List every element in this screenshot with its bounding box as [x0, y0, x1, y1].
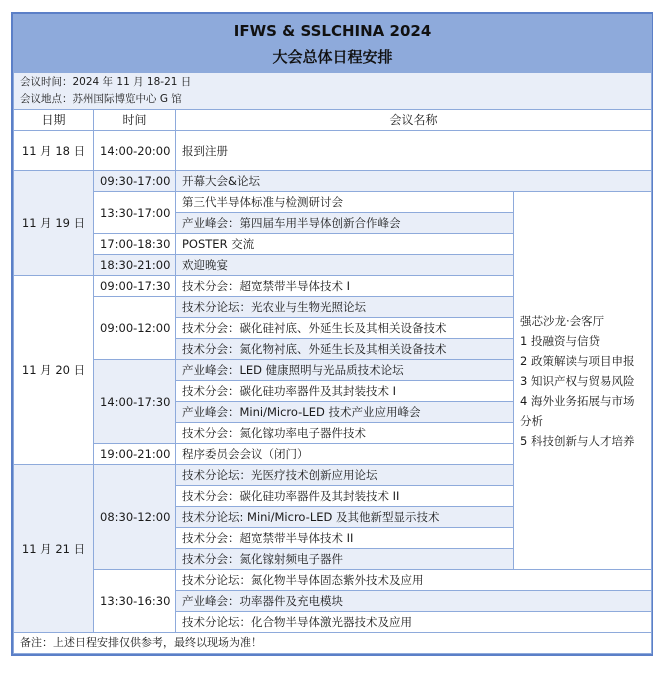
title-english: IFWS & SSLCHINA 2024	[233, 21, 432, 40]
session-cell: 程序委员会会议（闭门）	[176, 444, 514, 465]
session-cell: 技术分会：超宽禁带半导体技术 II	[176, 528, 514, 549]
session-cell: 技术分会：碳化硅功率器件及其封装技术 I	[176, 381, 514, 402]
table-row	[14, 570, 652, 591]
table-row	[14, 192, 652, 213]
column-header-row	[14, 110, 652, 131]
table-row	[14, 131, 652, 171]
salon-cell	[514, 192, 652, 570]
table-row	[14, 171, 652, 192]
session-cell: 欢迎晚宴	[176, 255, 514, 276]
session-cell: 产业峰会：Mini/Micro-LED 技术产业应用峰会	[176, 402, 514, 423]
session-cell: 技术分会：超宽禁带半导体技术 I	[176, 276, 514, 297]
salon-item: 4 海外业务拓展与市场分析	[520, 393, 635, 428]
title-banner	[14, 15, 652, 73]
salon-item: 1 投融资与信贷	[520, 333, 600, 348]
schedule-table	[13, 14, 652, 654]
time-cell: 14:00-17:30	[94, 360, 176, 444]
note-text: 备注：上述日程安排仅供参考，最终以现场为准！	[14, 633, 652, 654]
salon-item: 5 科技创新与人才培养	[520, 433, 635, 448]
session-cell: 产业峰会：第四届车用半导体创新合作峰会	[176, 213, 514, 234]
session-cell: 开幕大会&论坛	[176, 171, 652, 192]
session-cell: 第三代半导体标准与检测研讨会	[176, 192, 514, 213]
session-cell: 技术分论坛：光医疗技术创新应用论坛	[176, 465, 514, 486]
col-time-header: 时间	[94, 110, 176, 131]
session-cell: 技术分论坛：化合物半导体激光器技术及应用	[176, 612, 652, 633]
time-cell: 18:30-21:00	[94, 255, 176, 276]
time-cell: 09:00-12:00	[94, 297, 176, 360]
time-cell: 14:00-20:00	[94, 131, 176, 171]
schedule-sheet	[11, 12, 653, 656]
time-cell: 13:30-17:00	[94, 192, 176, 234]
time-cell: 13:30-16:30	[94, 570, 176, 633]
session-cell: 技术分会：氮化镓功率电子器件技术	[176, 423, 514, 444]
meeting-info	[14, 73, 652, 110]
date-cell: 11 月 18 日	[14, 131, 94, 171]
date-cell: 11 月 19 日	[14, 171, 94, 276]
meeting-venue: 会议地点：苏州国际博览中心 G 馆	[20, 93, 182, 105]
session-cell: 技术分会：氮化镓射频电子器件	[176, 549, 514, 570]
session-cell: 报到注册	[176, 131, 652, 171]
salon-item: 2 政策解读与项目申报	[520, 353, 635, 368]
date-cell: 11 月 21 日	[14, 465, 94, 633]
meeting-time: 会议时间：2024 年 11 月 18-21 日	[20, 76, 192, 88]
time-cell: 09:30-17:00	[94, 171, 176, 192]
session-cell: 产业峰会：LED 健康照明与光品质技术论坛	[176, 360, 514, 381]
session-cell: 技术分会：碳化硅功率器件及其封装技术 II	[176, 486, 514, 507]
note-row	[14, 633, 652, 654]
session-cell: POSTER 交流	[176, 234, 514, 255]
session-cell: 技术分论坛：氮化物半导体固态紫外技术及应用	[176, 570, 652, 591]
time-cell: 19:00-21:00	[94, 444, 176, 465]
session-cell: 技术分论坛：光农业与生物光照论坛	[176, 297, 514, 318]
session-cell: 技术分会：氮化物衬底、外延生长及其相关设备技术	[176, 339, 514, 360]
col-date-header: 日期	[14, 110, 94, 131]
col-name-header: 会议名称	[176, 110, 652, 131]
session-cell: 技术分论坛: Mini/Micro-LED 及其他新型显示技术	[176, 507, 514, 528]
time-cell: 17:00-18:30	[94, 234, 176, 255]
date-cell: 11 月 20 日	[14, 276, 94, 465]
session-cell: 产业峰会：功率器件及充电模块	[176, 591, 652, 612]
title-chinese: 大会总体日程安排	[272, 47, 393, 66]
time-cell: 09:00-17:30	[94, 276, 176, 297]
salon-title: 强芯沙龙·会客厅	[520, 313, 605, 328]
time-cell: 08:30-12:00	[94, 465, 176, 570]
salon-item: 3 知识产权与贸易风险	[520, 373, 635, 388]
session-cell: 技术分会：碳化硅衬底、外延生长及其相关设备技术	[176, 318, 514, 339]
